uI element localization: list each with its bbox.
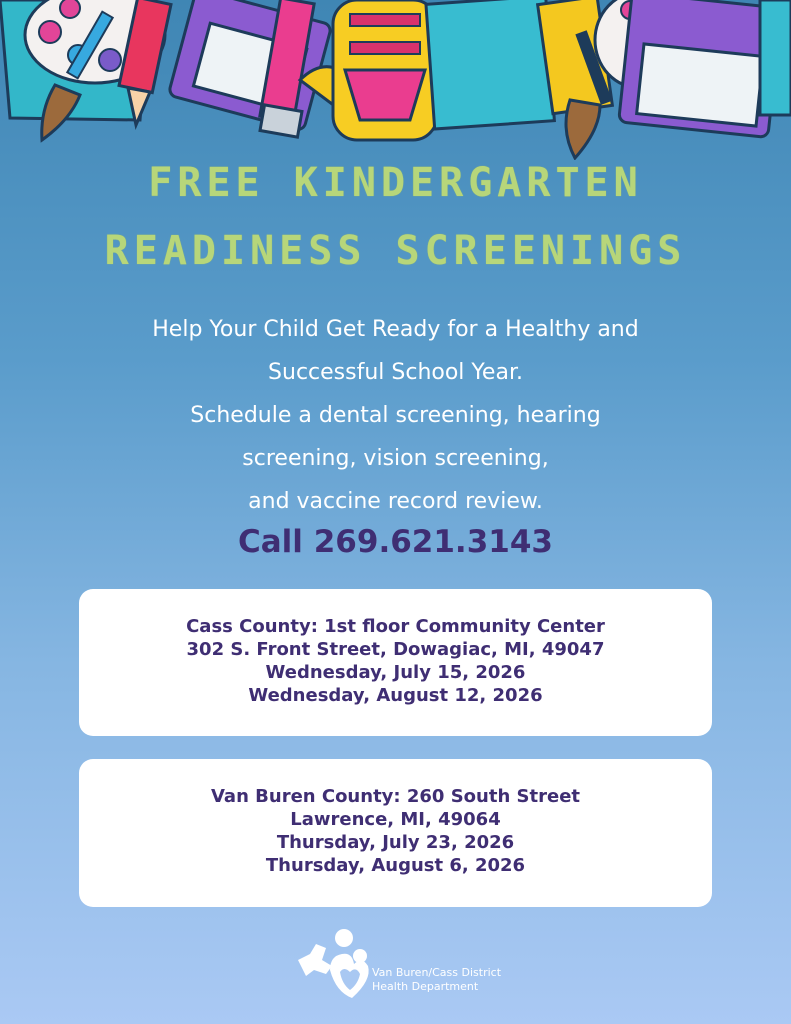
tablet-icon: [619, 0, 782, 137]
intro-line: Help Your Child Get Ready for a Healthy and: [152, 317, 639, 342]
location-date: Thursday, July 23, 2026: [276, 832, 515, 853]
location-address: 302 S. Front Street, Dowagiac, MI, 49047: [186, 639, 605, 660]
intro-line: screening, vision screening,: [242, 446, 549, 471]
headline-line-1: FREE KINDERGARTEN: [148, 160, 643, 206]
headline-line-2: READINESS SCREENINGS: [104, 228, 687, 274]
location-date: Thursday, August 6, 2026: [265, 855, 526, 876]
location-card-cass: [79, 589, 712, 736]
logo-text-line-2: Health Department: [372, 980, 479, 993]
intro-line: Successful School Year.: [268, 360, 523, 385]
logo-text-line-1: Van Buren/Cass District: [372, 966, 502, 979]
phone-call-text: Call 269.621.3143: [238, 524, 553, 560]
location-address: Lawrence, MI, 49064: [290, 809, 501, 830]
school-supplies-illustration: [0, 0, 791, 160]
intro-line: and vaccine record review.: [248, 489, 543, 514]
location-date: Wednesday, August 12, 2026: [248, 685, 543, 706]
health-department-logo-icon: [296, 926, 376, 1002]
location-date: Wednesday, July 15, 2026: [265, 662, 526, 683]
location-card-van-buren: [79, 759, 712, 907]
intro-text: [60, 308, 731, 523]
location-title: Cass County: 1st floor Community Center: [186, 616, 605, 637]
intro-line: Schedule a dental screening, hearing: [190, 403, 601, 428]
health-department-name: [372, 966, 501, 994]
location-title: Van Buren County: 260 South Street: [210, 786, 581, 807]
